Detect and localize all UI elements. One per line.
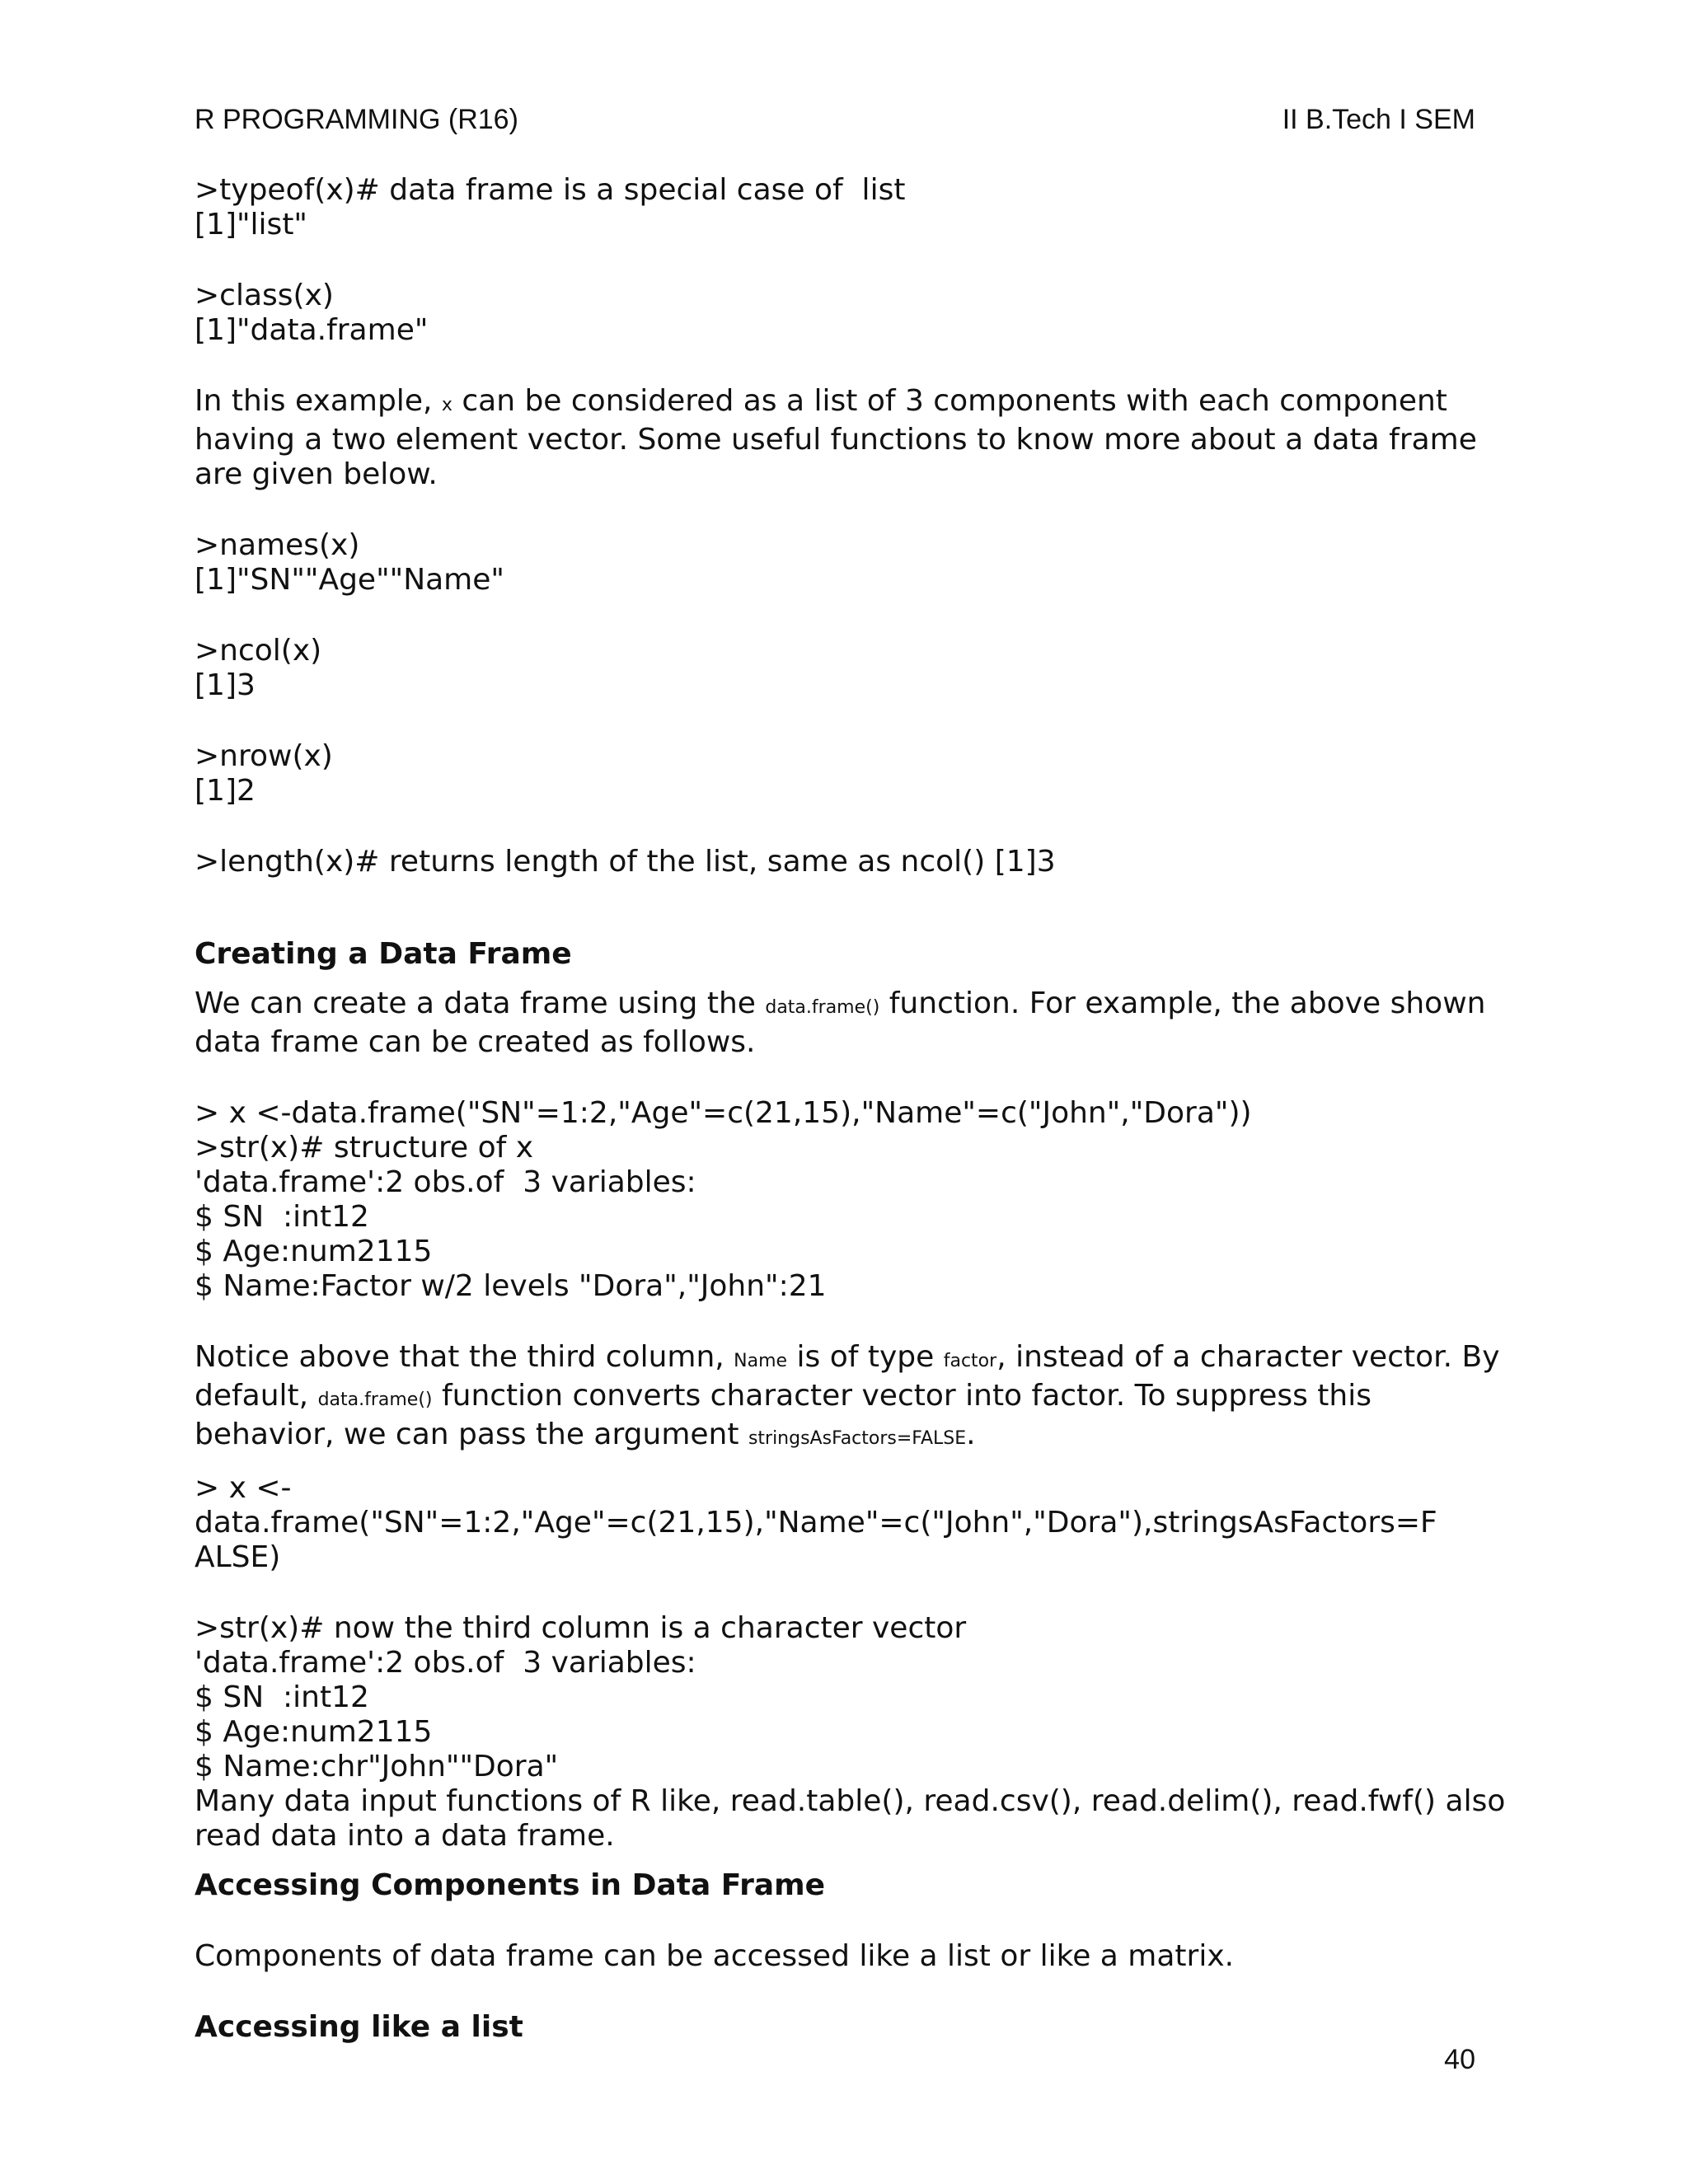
code-line: >typeof(x)# data frame is a special case of list — [195, 173, 906, 207]
section-heading: Creating a Data Frame — [195, 937, 572, 971]
output-line: [1]2 — [195, 774, 256, 808]
code-line: > x <-data.frame("SN"=1:2,"Age"=c(21,15),"Name"=c("John","Dora")) — [195, 1096, 1252, 1130]
paragraph: Many data input functions of R like, read.table(), read.csv(), read.delim(), read.fwf() also read data into a data frame. — [195, 1784, 1515, 1853]
output-line: 'data.frame':2 obs.of 3 variables: — [195, 1646, 696, 1680]
code-line: >names(x) — [195, 528, 360, 562]
paragraph: In this example, x can be considered as a list of 3 components with each component having a two element vector. Some useful functions to know more about a data frame are given below. — [195, 384, 1487, 491]
page-content — [195, 173, 1513, 2045]
code-line: >class(x) — [195, 279, 334, 312]
code-line: >nrow(x) — [195, 739, 333, 773]
output-line: [1]"data.frame" — [195, 313, 429, 347]
code-line: >str(x)# structure of x — [195, 1131, 534, 1165]
output-line: $ Age:num2115 — [195, 1235, 433, 1268]
inline-code: stringsAsFactors=FALSE — [748, 1428, 967, 1449]
paragraph: Components of data frame can be accessed like a list or like a matrix. — [195, 1939, 1235, 1973]
output-line: [1]"list" — [195, 208, 307, 241]
inline-code: Name — [734, 1351, 788, 1371]
inline-code: factor — [943, 1351, 997, 1371]
section-heading: Accessing like a list — [195, 2010, 523, 2044]
code-line: >ncol(x) — [195, 634, 322, 668]
code-line: >str(x)# now the third column is a character vector — [195, 1611, 967, 1645]
code-line: > x <- — [195, 1471, 292, 1505]
inline-code: data.frame() — [765, 997, 880, 1018]
page-header — [195, 104, 1493, 142]
inline-code: x — [441, 395, 452, 415]
output-line: $ Name:Factor w/2 levels "Dora","John":21 — [195, 1269, 827, 1303]
output-line: $ Age:num2115 — [195, 1715, 433, 1749]
paragraph: Notice above that the third column, Name is of type factor, instead of a character vector. By default, data.frame() function converts character vector into factor. To suppress this behavior, we can pass the argument stringsAsFactors=FALSE. — [195, 1340, 1509, 1451]
output-line: $ Name:chr"John""Dora" — [195, 1750, 559, 1783]
course-title: R PROGRAMMING (R16) — [195, 104, 518, 135]
paragraph: We can create a data frame using the data.frame() function. For example, the above shown data frame can be created as follows. — [195, 987, 1495, 1059]
output-line: 'data.frame':2 obs.of 3 variables: — [195, 1165, 696, 1199]
output-line: [1]"SN""Age""Name" — [195, 563, 504, 597]
output-line: [1]3 — [195, 668, 256, 702]
section-heading: Accessing Components in Data Frame — [195, 1868, 826, 1902]
inline-code: data.frame() — [317, 1390, 433, 1410]
output-line: $ SN :int12 — [195, 1680, 369, 1714]
code-line: data.frame("SN"=1:2,"Age"=c(21,15),"Name"=c("John","Dora"),stringsAsFactors=F ALSE) — [195, 1506, 1447, 1574]
output-line: $ SN :int12 — [195, 1200, 369, 1234]
semester-label: II B.Tech I SEM — [1282, 104, 1475, 135]
code-line: >length(x)# returns length of the list, same as ncol() [1]3 — [195, 845, 1056, 879]
page-number: 40 — [1444, 2044, 1475, 2075]
